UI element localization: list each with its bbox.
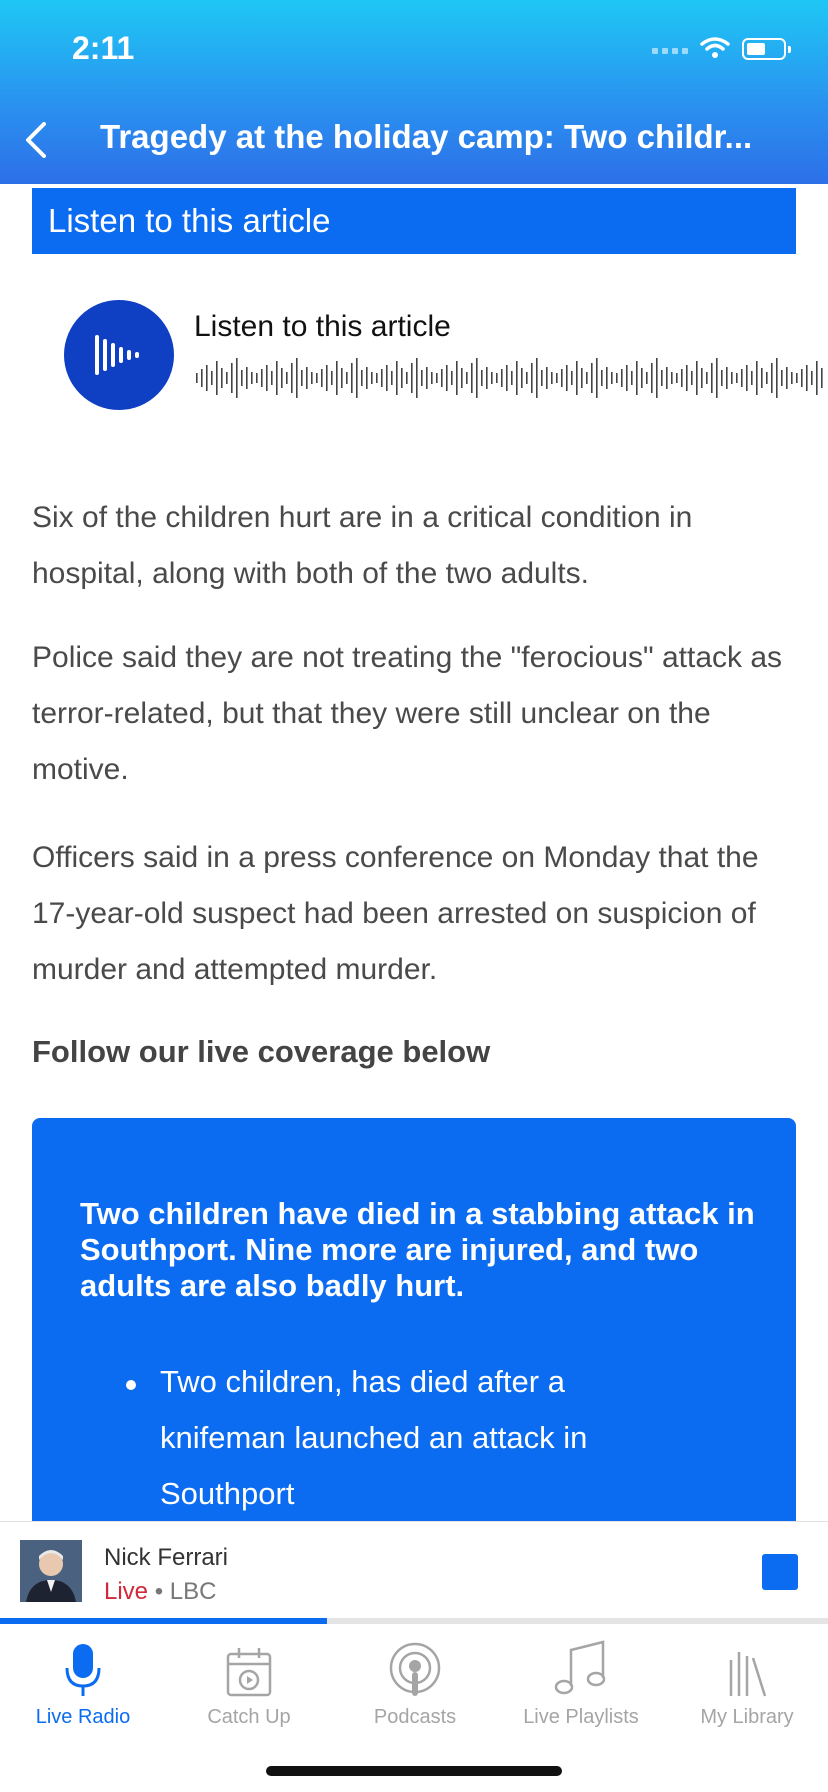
waveform-bar — [641, 368, 643, 388]
tab-live-radio[interactable] — [0, 1632, 166, 1742]
waveform-bar — [811, 371, 813, 385]
waveform-bar — [401, 368, 403, 388]
waveform-bar — [706, 372, 708, 384]
calendar-play-icon — [225, 1646, 273, 1698]
waveform-bar — [626, 365, 628, 391]
waveform-bar — [236, 358, 238, 398]
waveform-bar — [741, 369, 743, 387]
waveform-bar — [491, 372, 493, 384]
waveform-bar — [246, 367, 248, 389]
audio-play-button[interactable] — [64, 300, 174, 410]
waveform-bar — [406, 372, 408, 384]
waveform-bar — [591, 363, 593, 393]
battery-icon — [742, 38, 786, 60]
bullet-dot — [126, 1380, 136, 1390]
presenter-photo-icon — [20, 1540, 82, 1602]
waveform-bar — [536, 358, 538, 398]
live-coverage-subhead: Follow our live coverage below — [32, 1034, 491, 1069]
waveform-bar — [416, 358, 418, 398]
waveform-bar — [611, 372, 613, 384]
waveform-bar — [636, 361, 638, 395]
cellular-signal-icon — [652, 48, 688, 54]
waveform-bar — [231, 363, 233, 393]
chevron-left-icon — [24, 120, 48, 160]
tab-label: Podcasts — [373, 1706, 457, 1728]
waveform-bar — [581, 368, 583, 388]
separator-dot: • — [154, 1578, 164, 1605]
waveform-bar — [481, 370, 483, 386]
article-paragraph: Police said they are not treating the "ferocious" attack as terror-related, but that they were still unclear on the motive. — [32, 641, 783, 786]
waveform-bar — [316, 373, 318, 383]
waveform-bar — [821, 368, 823, 388]
now-playing-bar[interactable] — [0, 1521, 828, 1622]
waveform-bar — [256, 373, 258, 383]
live-coverage-box — [32, 1118, 796, 1548]
waveform-bar — [651, 363, 653, 393]
article-paragraph: Six of the children hurt are in a critical condition in hospital, along with both of the two adults. — [32, 501, 693, 590]
waveform-bar — [691, 371, 693, 385]
audio-player-label: Listen to this article — [194, 310, 451, 343]
waveform-bar — [726, 367, 728, 389]
waveform-bar — [521, 368, 523, 388]
waveform-bar — [731, 372, 733, 384]
waveform-bar — [226, 372, 228, 384]
audio-wave-icon — [93, 331, 145, 379]
waveform-bar — [756, 361, 758, 395]
waveform-bar — [446, 365, 448, 391]
article-audio-player[interactable] — [64, 300, 764, 412]
waveform-bar — [351, 363, 353, 393]
app-header — [0, 0, 828, 184]
waveform-bar — [206, 365, 208, 391]
waveform-bar — [291, 363, 293, 393]
home-indicator — [266, 1766, 562, 1776]
waveform-bar — [221, 368, 223, 388]
waveform-bar — [806, 365, 808, 391]
waveform-bar — [201, 369, 203, 387]
tab-label: Live Playlists — [523, 1706, 639, 1728]
tab-live-playlists[interactable] — [498, 1632, 664, 1742]
music-note-icon — [553, 1638, 609, 1698]
waveform-bar — [266, 365, 268, 391]
tab-podcasts[interactable] — [332, 1632, 498, 1742]
waveform-bar — [431, 372, 433, 384]
waveform-bar — [241, 370, 243, 386]
waveform-bar — [676, 373, 678, 383]
waveform-bar — [666, 367, 668, 389]
waveform-bar — [456, 361, 458, 395]
waveform-bar — [551, 372, 553, 384]
waveform-bar — [696, 361, 698, 395]
waveform-bar — [556, 373, 558, 383]
waveform-bar — [511, 371, 513, 385]
live-indicator: Live — [104, 1578, 149, 1605]
waveform-bar — [326, 365, 328, 391]
waveform-bar — [381, 369, 383, 387]
waveform-bar — [596, 358, 598, 398]
article-paragraph: Officers said in a press conference on Monday that the 17-year-old suspect had been arrested on suspicion of murder and attempted murder. — [32, 841, 759, 986]
waveform-bar — [686, 365, 688, 391]
tab-catch-up[interactable] — [166, 1632, 332, 1742]
waveform-bar — [276, 361, 278, 395]
waveform-bar — [311, 372, 313, 384]
waveform-bar — [606, 367, 608, 389]
waveform-bar — [436, 373, 438, 383]
waveform-bar — [661, 370, 663, 386]
podcast-icon — [387, 1642, 443, 1698]
wifi-icon — [700, 36, 730, 60]
waveform-bar — [211, 371, 213, 385]
waveform-bar — [616, 373, 618, 383]
waveform-bar — [501, 369, 503, 387]
waveform-bar — [781, 370, 783, 386]
waveform-bar — [196, 373, 198, 383]
waveform-bar — [486, 367, 488, 389]
waveform-bar — [356, 358, 358, 398]
waveform-bar — [471, 363, 473, 393]
waveform-bar — [541, 370, 543, 386]
microphone-icon — [63, 1642, 103, 1698]
waveform-bar — [516, 361, 518, 395]
waveform-bar — [766, 372, 768, 384]
waveform-bar — [531, 363, 533, 393]
waveform-bar — [421, 370, 423, 386]
waveform-bar — [506, 365, 508, 391]
waveform-bar — [296, 358, 298, 398]
waveform-bar — [466, 372, 468, 384]
waveform-bar — [601, 370, 603, 386]
waveform-bar — [801, 369, 803, 387]
waveform-bar — [321, 369, 323, 387]
waveform-bar — [391, 371, 393, 385]
waveform-bar — [711, 363, 713, 393]
waveform-bar — [361, 370, 363, 386]
waveform-bar — [631, 371, 633, 385]
waveform-bar — [646, 372, 648, 384]
waveform-bar — [751, 371, 753, 385]
waveform-bar — [441, 369, 443, 387]
waveform-bar — [736, 373, 738, 383]
waveform-bar — [681, 369, 683, 387]
waveform-bar — [341, 368, 343, 388]
waveform-bar — [566, 365, 568, 391]
waveform-bar — [776, 358, 778, 398]
waveform-bar — [546, 367, 548, 389]
waveform-bar — [571, 371, 573, 385]
waveform-bar — [286, 372, 288, 384]
waveform-bar — [761, 368, 763, 388]
waveform-bar — [576, 361, 578, 395]
waveform-bar — [411, 363, 413, 393]
waveform-bar — [336, 361, 338, 395]
tab-label: My Library — [700, 1706, 794, 1728]
waveform-bar — [216, 361, 218, 395]
back-button[interactable] — [24, 118, 58, 162]
waveform-bar — [561, 369, 563, 387]
waveform-bar — [701, 368, 703, 388]
tab-label: Live Radio — [35, 1706, 131, 1728]
waveform-bar — [331, 371, 333, 385]
presenter-avatar — [20, 1540, 82, 1602]
waveform-bar — [671, 372, 673, 384]
waveform-bar — [366, 367, 368, 389]
waveform-bar — [461, 368, 463, 388]
now-playing-subtitle — [104, 1578, 216, 1606]
waveform-bar — [746, 365, 748, 391]
waveform-bar — [786, 367, 788, 389]
waveform-bar — [251, 372, 253, 384]
waveform-bar — [496, 373, 498, 383]
waveform-bar — [586, 372, 588, 384]
live-headline: Two children have died in a stabbing attack in Southport. Nine more are injured, and two adults are also badly hurt. — [80, 1196, 755, 1303]
waveform-bar — [261, 369, 263, 387]
stop-button[interactable] — [762, 1554, 798, 1590]
live-bullet-item: Two children, has died after a knifeman launched an attack in Southport — [160, 1364, 588, 1511]
waveform-bar — [426, 367, 428, 389]
waveform-bar — [301, 370, 303, 386]
waveform-bar — [396, 361, 398, 395]
waveform-bar — [816, 361, 818, 395]
presenter-name: Nick Ferrari — [104, 1544, 228, 1571]
status-time: 2:11 — [72, 30, 135, 66]
station-name: LBC — [169, 1578, 217, 1605]
waveform-bar — [771, 363, 773, 393]
waveform-bar — [376, 373, 378, 383]
waveform-bar — [346, 372, 348, 384]
library-icon — [725, 1646, 769, 1698]
waveform-bar — [526, 372, 528, 384]
page-title: Tragedy at the holiday camp: Two childr... — [100, 118, 753, 155]
waveform-bar — [371, 372, 373, 384]
waveform-bar — [721, 370, 723, 386]
tab-my-library[interactable] — [664, 1632, 828, 1742]
waveform-bar — [306, 367, 308, 389]
waveform-bar — [451, 371, 453, 385]
waveform-bar — [621, 369, 623, 387]
waveform-bar — [716, 358, 718, 398]
listen-article-banner[interactable]: Listen to this article — [32, 188, 796, 254]
tab-label: Catch Up — [207, 1706, 291, 1728]
waveform-bar — [281, 368, 283, 388]
waveform-bar — [476, 358, 478, 398]
audio-waveform[interactable] — [194, 356, 824, 400]
waveform-bar — [386, 365, 388, 391]
waveform-bar — [796, 373, 798, 383]
waveform-bar — [791, 372, 793, 384]
waveform-bar — [271, 371, 273, 385]
waveform-bar — [656, 358, 658, 398]
